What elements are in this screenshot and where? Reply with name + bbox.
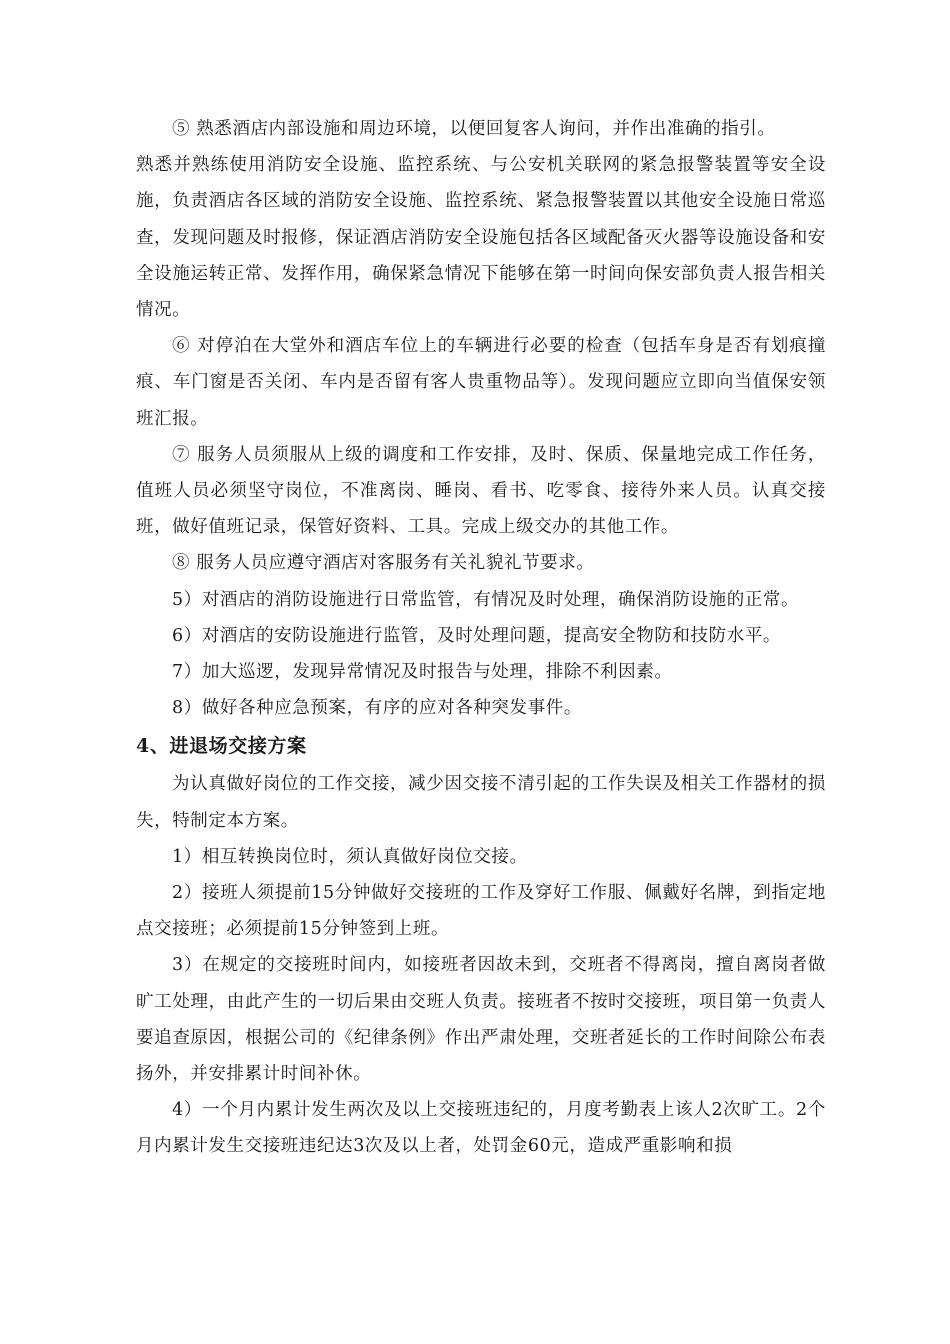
paragraph-item-6: ⑥ 对停泊在大堂外和酒店车位上的车辆进行必要的检查（包括车身是否有划痕撞痕、车门窗是否关闭、车内是否留有客人贵重物品等）。发现问题应立即向当值保安领班汇报。 [136,336,826,429]
paragraph-item-7: ⑦ 服务人员须服从上级的调度和工作安排，及时、保质、保量地完成工作任务，值班人员必须坚守岗位，不准离岗、睡岗、看书、吃零食、接待外来人员。认真交接班，做好值班记录，保管好资料、工具。完成上级交办的其他工作。 [136,444,826,538]
paragraph-rule-2: 2）接班人须提前15分钟做好交接班的工作及穿好工作服、佩戴好名牌，到指定地点交接班；必须提前15分钟签到上班。 [136,883,826,940]
paragraph-rule-4: 4）一个月内累计发生两次及以上交接班违纪的，月度考勤表上该人2次旷工。2个月内累计发生交接班违纪达3次及以上者，处罚金60元，造成严重影响和损 [136,1100,826,1157]
section-heading: 4、进退场交接方案 [136,735,307,758]
document-body [136,111,826,1165]
paragraph-point-5: 5）对酒店的消防设施进行日常监管，有情况及时处理，确保消防设施的正常。 [172,589,800,610]
paragraph-intro: 为认真做好岗位的工作交接，减少因交接不清引起的工作失误及相关工作器材的损失，特制定本方案。 [136,774,826,831]
paragraph-item-5: ⑤ 熟悉酒店内部设施和周边环境，以便回复客人询问，并作出准确的指引。 [172,119,776,139]
paragraph-rule-3: 3）在规定的交接班时间内，如接班者因故未到，交班者不得离岗，擅自离岗者做旷工处理，由此产生的一切后果由交班人负责。接班者不按时交接班，项目第一负责人要追查原因，根据公司的《纪律条例》作出严肃处理，交班者延长的工作时间除公布表扬外，并安排累计时间补休。 [136,955,826,1085]
paragraph-item-8: ⑧ 服务人员应遵守酒店对客服务有关礼貌礼节要求。 [172,553,595,574]
paragraph-rule-1: 1）相互转换岗位时，须认真做好岗位交接。 [172,846,528,867]
paragraph-point-8: 8）做好各种应急预案，有序的应对各种突发事件。 [172,698,582,719]
paragraph-security-facilities: 熟悉并熟练使用消防安全设施、监控系统、与公安机关联网的紧急报警装置等安全设施，负责酒店各区域的消防安全设施、监控系统、紧急报警装置以其他安全设施日常巡查，发现问题及时报修，保证酒店消防安全设施包括各区域配备灭火器等设施设备和安全设施运转正常、发挥作用，确保紧急情况下能够在第一时间向保安部负责人报告相关情况。 [136,155,826,321]
paragraph-point-7: 7）加大巡逻，发现异常情况及时报告与处理，排除不利因素。 [172,662,673,683]
paragraph-point-6: 6）对酒店的安防设施进行监管，及时处理问题，提高安全物防和技防水平。 [172,625,782,646]
